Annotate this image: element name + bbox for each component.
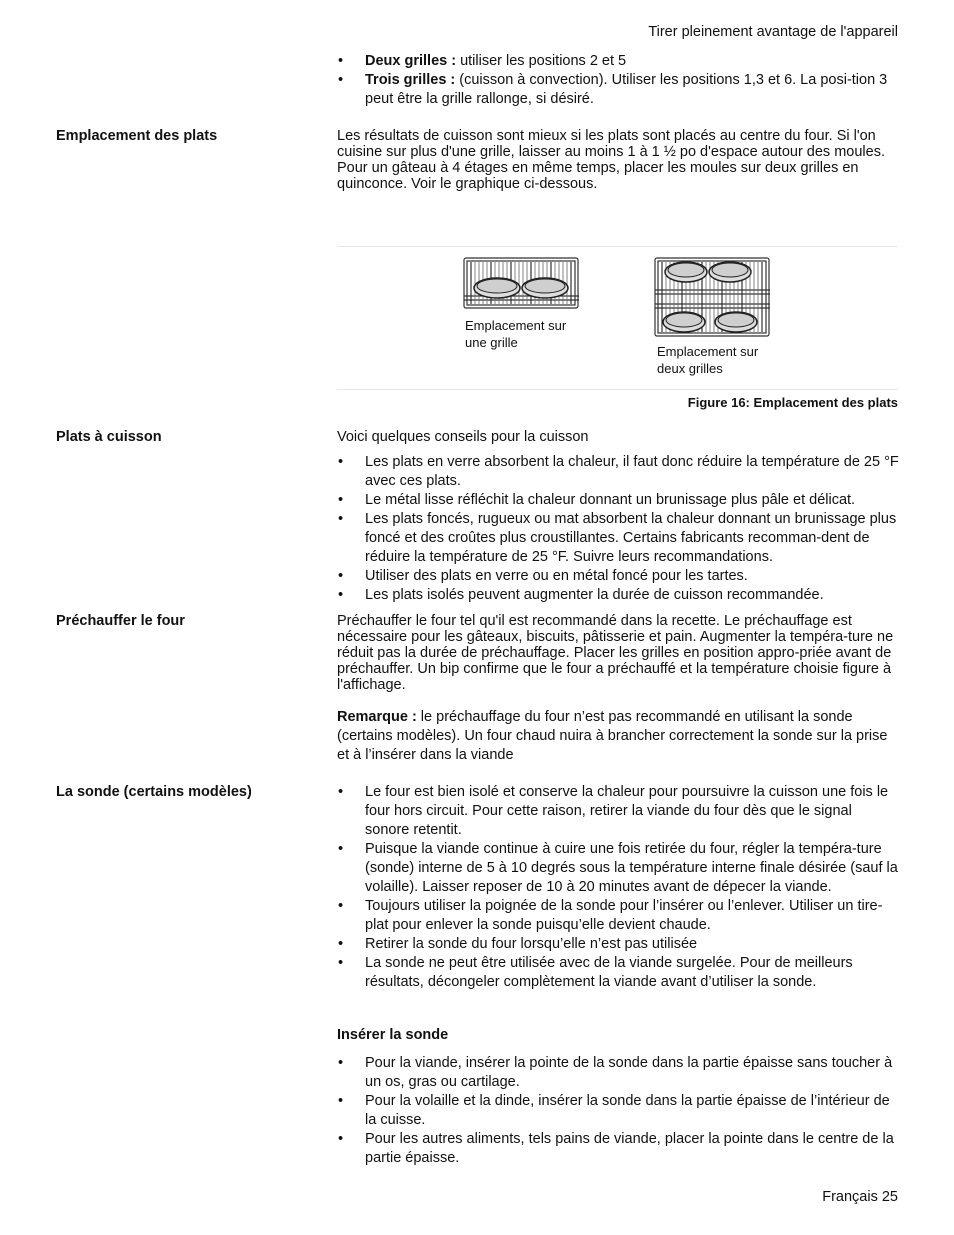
- list-item: • Pour la viande, insérer la pointe de la sonde dans la partie épaisse sans toucher à un os, gras ou cartilage.: [337, 1054, 899, 1092]
- probe-tips-list: [337, 783, 899, 992]
- list-item: • Le métal lisse réfléchit la chaleur donnant un brunissage plus pâle et délicat.: [337, 491, 899, 510]
- list-item: • La sonde ne peut être utilisée avec de la viande surgelée. Pour de meilleurs résultats, décongeler complètement la viande avant d’utiliser la sonde.: [337, 954, 899, 992]
- preheat-paragraph: Préchauffer le four tel qu'il est recommandé dans la recette. Le préchauffage est nécessaire pour les gâteaux, biscuits, pâtisserie et pain. Augmenter la tempéra-ture ne réduit pas la durée de préchauffage. Placer les grilles en position appro-priée avant de préchauffer. Un bip confirme que le four a préchauffé et la température choisie figure à l'affichage.: [337, 613, 894, 693]
- list-item: • Le four est bien isolé et conserve la chaleur pour poursuivre la cuisson une fois le four hors circuit. Pour cette raison, retirer la viande du four dès que le signal sonore retentit.: [337, 783, 899, 840]
- rack-positions-list: [337, 52, 899, 109]
- subheading-insert-probe: Insérer la sonde: [337, 1027, 449, 1043]
- list-item: • Les plats en verre absorbent la chaleur, il faut donc réduire la température de 25 °F avec ces plats.: [337, 453, 899, 491]
- list-item: • Deux grilles : utiliser les positions 2 et 5: [337, 52, 899, 71]
- one-rack-illustration: [461, 256, 583, 312]
- caption-one-rack: Emplacement sur une grille: [465, 318, 567, 350]
- list-item: • Utiliser des plats en verre ou en métal foncé pour les tartes.: [337, 567, 899, 586]
- caption-two-racks: Emplacement sur deux grilles: [657, 344, 759, 376]
- list-item: • Puisque la viande continue à cuire une fois retirée du four, régler la tempéra-ture (sonde) interne de 5 à 10 degrés sous la température interne finale désirée (sauf la volaille). Laisser reposer de 10 à 20 minutes avant de dépecer la viande.: [337, 840, 899, 897]
- list-item: • Trois grilles : (cuisson à convection). Utiliser les positions 1,3 et 6. La posi-tion 3 peut être la grille rallonge, si désiré.: [337, 71, 899, 109]
- placement-paragraph: Les résultats de cuisson sont mieux si les plats sont placés au centre du four. Si l'on cuisine sur plus d'une grille, laisser au moins 1 à 1 ½ po d'espace autour des moules. Pour un gâteau à 4 étages en même temps, placer les moules sur deux grilles en quinconce. Voir le graphique ci-dessous.: [337, 128, 885, 192]
- divider: [337, 246, 898, 247]
- running-header: Tirer pleinement avantage de l'appareil: [648, 24, 898, 40]
- section-heading-placement: Emplacement des plats: [56, 128, 218, 144]
- bakeware-tips-list: [337, 453, 899, 605]
- list-item: • Pour les autres aliments, tels pains de viande, placer la pointe dans le centre de la partie épaisse.: [337, 1130, 899, 1168]
- section-heading-bakeware: Plats à cuisson: [56, 429, 162, 445]
- bakeware-intro: Voici quelques conseils pour la cuisson: [337, 429, 589, 445]
- section-heading-probe: La sonde (certains modèles): [56, 784, 252, 800]
- divider: [337, 389, 898, 390]
- list-item: • Pour la volaille et la dinde, insérer la sonde dans la partie épaisse de l’intérieur de la cuisse.: [337, 1092, 899, 1130]
- list-item: • Retirer la sonde du four lorsqu’elle n’est pas utilisée: [337, 935, 899, 954]
- section-heading-preheat: Préchauffer le four: [56, 613, 185, 629]
- list-item: • Les plats foncés, rugueux ou mat absorbent la chaleur donnant un brunissage plus foncé et des croûtes plus croustillantes. Certains fabricants recomman-dent de réduire la température de 25 °F. Suivre leurs recommandations.: [337, 510, 899, 567]
- insert-probe-list: [337, 1054, 899, 1168]
- two-racks-illustration: [652, 256, 774, 340]
- list-item: • Toujours utiliser la poignée de la sonde pour l’insérer ou l’enlever. Utiliser un tire-plat pour enlever la sonde puisqu’elle devient chaude.: [337, 897, 899, 935]
- figure-caption: Figure 16: Emplacement des plats: [687, 395, 898, 410]
- list-item: • Les plats isolés peuvent augmenter la durée de cuisson recommandée.: [337, 586, 899, 605]
- page-number: Français 25: [822, 1189, 898, 1205]
- preheat-note: Remarque : le préchauffage du four n’est pas recommandé en utilisant la sonde (certains modèles). Un four chaud nuira à brancher correctement la sonde sur la prise et à l’insérer dans la viande: [337, 709, 888, 763]
